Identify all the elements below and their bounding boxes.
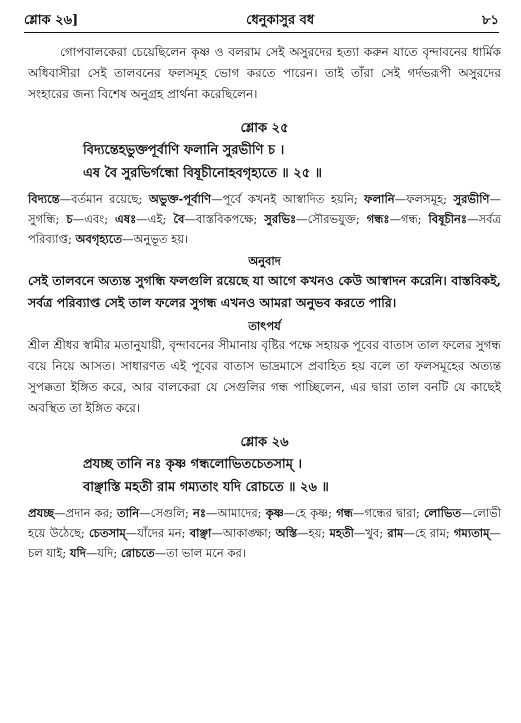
synonym-meaning: এই; — [147, 212, 174, 226]
verse-line: প্রযচ্ছ তানি নঃ কৃষ্ণ গন্ধলোভিতচেতসাম্ । — [83, 457, 303, 472]
synonym-word: বৈ — [173, 212, 185, 226]
synonym-word: অবগৃহ্যতে — [75, 232, 123, 246]
synonym-meaning: সৌরভযুক্ত; — [307, 212, 367, 226]
synonym-meaning: সেগুলি; — [150, 506, 194, 520]
synonym-word: সুরভীণি — [453, 192, 490, 206]
translation-text: সেই তালবনে অত্যন্ত সুগন্ধি ফলগুলি রয়েছে যা আগে কখনও কেউ আস্বাদন করেনি। বাস্তবিকই, সর্বত্র পরিব্যাপ্ত সেই তাল ফলের সুগন্ধ এখনও আমরা অনুভব করতে পারি। — [28, 273, 501, 310]
synonym-word: গম্যতাম্ — [453, 526, 490, 540]
synonym-meaning: বর্তমান রয়েছে; — [71, 192, 149, 206]
purport-text: শ্রীল শ্রীধর স্বামীর মতানুযায়ী, বৃন্দাবনের সীমানায় বৃষ্টির পক্ষে সহায়ক পূবের বাতাস তাল ফলের সুগন্ধ বয়ে নিয়ে আসত। সাধারণত এই পূবের বাতাস ভাদ্রমাসে প্রবাহিত হয় বলে তা ফলসমূহের অত্যন্ত সুপক্কতা ইঙ্গিত করে, আর বালকেরা যে সেগুলির গন্ধ পাচ্ছিলেন, এর দ্বারা তাল বনটি যে কাছেই অবস্থিত তা ইঙ্গিত করে। — [28, 338, 501, 415]
header-page-number: ৮১ — [482, 12, 499, 28]
synonym-meaning: অনুভূত হয়। — [133, 232, 189, 246]
sloka-26-title: শ্লোক ২৬ — [240, 435, 289, 450]
synonym-meaning: তা ভাল মনে কর। — [166, 546, 246, 560]
synonym-meaning: গন্ধ; — [401, 212, 429, 226]
translation-heading: অনুবাদ — [248, 254, 281, 268]
synonym-meaning: যদি; — [97, 546, 121, 560]
synonym-meaning: সর্বত্র পরিব্যাপ্ত; — [28, 212, 501, 246]
verse-line: বিদ্যন্তেহভুক্তপূর্বাণি ফলানি সুরভীণি চ । — [83, 143, 285, 158]
purport-heading: তাৎপর্য — [248, 319, 281, 333]
sloka-26-verse — [28, 453, 501, 499]
synonym-meaning: এবং; — [84, 212, 116, 226]
sloka-25-synonyms: বিদ্যন্তে—বর্তমান রয়েছে; অভুক্ত-পূর্বাণি—পূর্বে কখনই আস্বাদিত হয়নি; ফলানি—ফলসমূহ; সুরভীণি—সুগন্ধি; চ—এবং; এষঃ—এই; বৈ—বাস্তবিকপক্ষে; সুরভিঃ—সৌরভযুক্ত; গন্ধঃ—গন্ধ; বিষূচীনঃ—সর্বত্র পরিব্যাপ্ত; অবগৃহ্যতে—অনুভূত হয়। — [28, 192, 501, 246]
synonym-meaning: সুগন্ধি; — [28, 212, 67, 226]
synonym-word: লোভিত — [424, 506, 462, 520]
synonym-word: গন্ধ — [336, 506, 353, 520]
synonym-word: অভুক্ত-পূর্বাণি — [148, 192, 212, 206]
synonym-meaning: আমাদের; — [217, 506, 266, 520]
synonym-word: মহতী — [329, 526, 354, 540]
synonym-meaning: গন্ধের দ্বারা; — [364, 506, 425, 520]
synonym-word: গন্ধঃ — [366, 212, 390, 226]
verse-line: বাঞ্ছাস্তি মহতী রাম গম্যতাং যদি রোচতে ॥ ২৬ ॥ — [83, 480, 329, 495]
sloka-26-synonyms: প্রযচ্ছ—প্রদান কর; তানি—সেগুলি; নঃ—আমাদের; কৃষ্ণ—হে কৃষ্ণ; গন্ধ—গন্ধের দ্বারা; লোভিত—লোভী হয়ে উঠেছে; চেতসাম্—যাঁদের মন; বাঞ্ছা—আকাঙ্ক্ষা; অস্তি—হয়; মহতী—খুব; রাম—হে রাম; গম্যতাম্—চল যাই; যদি—যদি; রোচতে—তা ভাল মনে কর। — [28, 506, 502, 560]
header-chapter-title: ধেনুকাসুর বধ — [246, 12, 315, 28]
synonym-word: চেতসাম্ — [88, 526, 126, 540]
sloka-25-title: শ্লোক ২৫ — [240, 121, 289, 136]
synonym-meaning: বাস্তবিকপক্ষে; — [195, 212, 265, 226]
sloka-25-verse — [28, 139, 501, 185]
synonym-meaning: আকাঙ্ক্ষা; — [222, 526, 276, 540]
synonym-word: সুরভিঃ — [264, 212, 297, 226]
synonym-word: রাম — [387, 526, 404, 540]
synonym-meaning: হে রাম; — [414, 526, 454, 540]
synonym-meaning: প্রদান কর; — [65, 506, 118, 520]
synonym-word: প্রযচ্ছ — [28, 506, 55, 520]
synonym-meaning: লোভী হয়ে উঠেছে; — [28, 506, 502, 540]
synonym-meaning: হয়; — [308, 526, 330, 540]
synonym-word: অস্তি — [275, 526, 298, 540]
synonym-word: যদি — [69, 546, 86, 560]
intro-paragraph: গোপবালকেরা চেয়েছিলেন কৃষ্ণ ও বলরাম সেই অসুরদের হত্যা করুন যাতে বৃন্দাবনের ধার্মিক অধিবাসীরা সেই তালবনের ফলসমূহ ভোগ করতে পারেন। তাই তাঁরা সেই গর্দভরূপী অসুরদের সংহারের জন্য বিশেষ অনুগ্রহ প্রার্থনা করেছিলেন। — [28, 45, 501, 101]
synonym-word: এষঃ — [115, 212, 137, 226]
synonym-meaning: পূর্বে কখনই আস্বাদিত হয়নি; — [222, 192, 365, 206]
synonym-meaning: ফলসমূহ; — [406, 192, 454, 206]
synonym-word: রোচতে — [120, 546, 155, 560]
synonym-word: বিদ্যন্তে — [28, 192, 60, 206]
synonym-word: ফলানি — [364, 192, 395, 206]
synonym-word: কৃষ্ণ — [265, 506, 284, 520]
running-header — [24, 10, 499, 33]
verse-line: এষ বৈ সুরভির্গন্ধো বিষূচীনোহবগৃহ্যতে ॥ ২৫ ॥ — [83, 166, 323, 181]
synonym-word: বিষূচীনঃ — [428, 212, 468, 226]
synonym-meaning: চল যাই; — [28, 546, 70, 560]
synonym-word: তানি — [117, 506, 140, 520]
synonym-word: নঃ — [193, 506, 207, 520]
synonym-meaning: খুব; — [365, 526, 388, 540]
synonym-word: চ — [66, 212, 73, 226]
page-content — [28, 42, 501, 563]
synonym-word: বাঞ্ছা — [189, 526, 212, 540]
synonym-meaning: যাঁদের মন; — [137, 526, 190, 540]
synonym-meaning: হে কৃষ্ণ; — [295, 506, 337, 520]
header-verse-ref: শ্লোক ২৬] — [24, 12, 79, 28]
